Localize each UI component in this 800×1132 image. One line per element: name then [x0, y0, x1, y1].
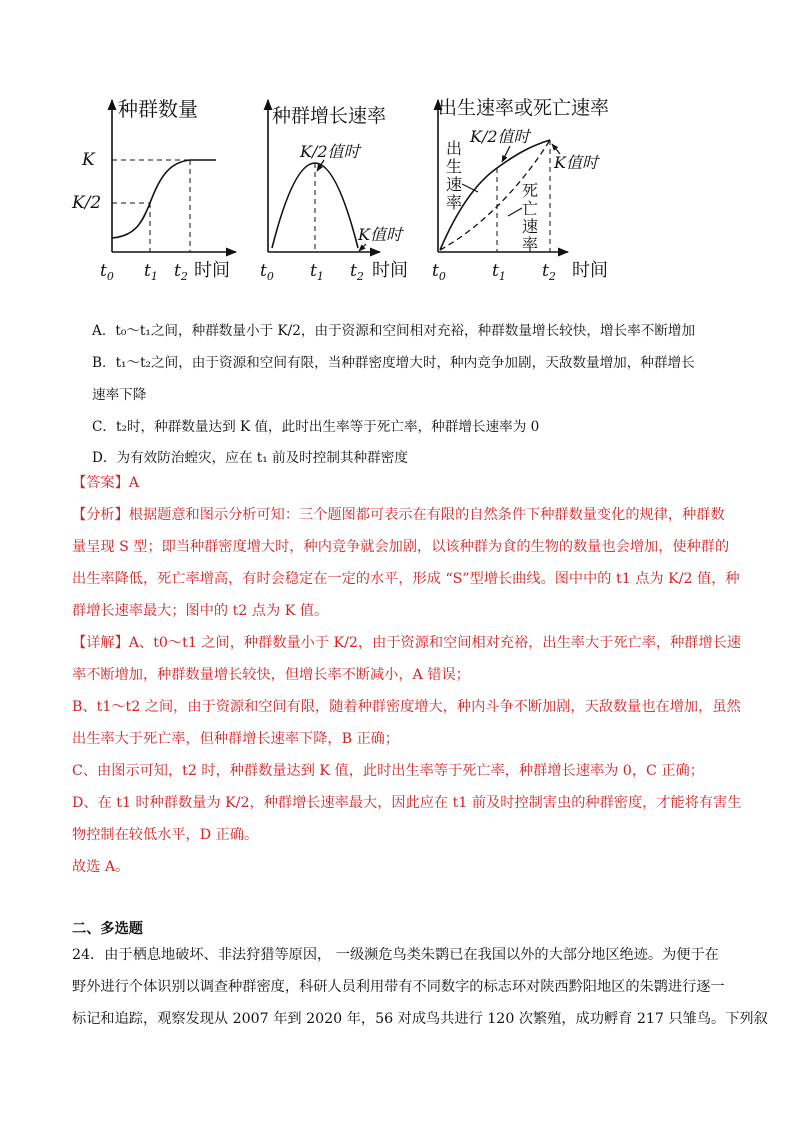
- answer-line: [72, 472, 732, 494]
- graph3-ylabel: 出生速率或死亡速率: [438, 97, 610, 119]
- graph3-k-label: K值时: [554, 153, 598, 172]
- birth-label-char: 速: [446, 175, 463, 194]
- question-24-line-3: 标记和追踪，观察发现从 2007 年到 2020 年，56 对成鸟共进行 120 次繁殖，成功孵育 217 只雏鸟。下列叙: [72, 1011, 768, 1027]
- graph2-ylabel: 种群增长速率: [272, 105, 387, 127]
- analysis-line-4: 群增长速率最大；图中的 t2 点为 K 值。: [72, 603, 329, 619]
- graph-growth-rate: [260, 100, 408, 283]
- birth-label-char: 出: [446, 139, 463, 158]
- detail-line-6: D、在 t1 时种群数量为 K/2，种群增长速率最大，因此应在 t1 前及时控制害虫的种群密度，才能将有害生: [72, 795, 742, 811]
- detail-line-2: 率不断增加，种群数量增长较快，但增长率不断减小，A 错误；: [72, 667, 470, 683]
- detail-line-7: 物控制在较低水平，D 正确。: [72, 827, 259, 843]
- birth-label-char: 生: [446, 157, 463, 176]
- option-d: D．为有效防治蝗灾，应在 t₁ 前及时控制其种群密度: [92, 450, 408, 466]
- graph1-k-label: K: [82, 150, 95, 170]
- graph2-xlabel: 时间: [372, 260, 408, 281]
- detail-text-1: A、t0～t1 之间，种群数量小于 K/2，由于资源和空间相对充裕，出生率大于死亡率，种群增长速: [128, 635, 742, 651]
- answer-tag: 【答案】: [72, 475, 129, 491]
- analysis-line-1: [72, 504, 732, 526]
- graph1-tick-t2: $t_2$: [174, 261, 188, 283]
- graph-population-size: [71, 97, 236, 283]
- detail-tag: 【详解】: [72, 635, 129, 651]
- answer-value: A: [128, 475, 140, 491]
- population-figure: [60, 88, 660, 288]
- graph3-tick-t0: $t_0$: [432, 261, 446, 283]
- analysis-line-2: 量呈现 S 型；即当种群密度增大时，种内竞争就会加剧，以该种群为食的生物的数量也会增加，使种群的: [72, 539, 730, 555]
- option-b-line2: 速率下降: [92, 387, 147, 403]
- graph2-k-label: K值时: [358, 225, 402, 244]
- detail-line-8: 故选 A。: [72, 859, 130, 875]
- section-heading: 二、多选题: [72, 921, 143, 937]
- question-24-line-1: 24．由于栖息地破坏、非法狩猎等原因， 一级濒危鸟类朱鹮已在我国以外的大部分地区绝迹。为便于在: [72, 947, 719, 963]
- graph3-tick-t1: $t_1$: [492, 261, 506, 283]
- analysis-tag: 【分析】: [72, 507, 129, 523]
- graph1-xlabel: 时间: [194, 260, 230, 281]
- graph3-death-pointer: [508, 208, 522, 216]
- detail-line-3: B、t1～t2 之间，由于资源和空间有限，随着种群密度增大，种内斗争不断加剧，天敌数量也在增加，虽然: [72, 699, 741, 715]
- graph3-tick-t2: $t_2$: [542, 261, 556, 283]
- birth-label-char: 率: [446, 193, 463, 212]
- graph1-s-curve: [112, 160, 216, 238]
- graph1-ylabel: 种群数量: [118, 97, 198, 121]
- graph1-tick-t0: $t_0$: [100, 261, 114, 283]
- graph3-death-label: [522, 181, 538, 254]
- death-label-char: 率: [522, 235, 539, 254]
- option-a: A．t₀～t₁之间，种群数量小于 K/2，由于资源和空间相对充裕，种群数量增长较快，增长率不断增加: [92, 323, 696, 339]
- graph3-birth-label: [446, 139, 462, 212]
- graph2-khalf-label: K/2值时: [300, 142, 360, 161]
- graph-birth-death-rate: [432, 97, 609, 283]
- option-b-line1: B．t₁～t₂之间，由于资源和空间有限，当种群密度增大时，种内竞争加剧，天敌数量增加，种群增长: [92, 355, 695, 371]
- question-24-line-2: 野外进行个体识别以调查种群密度，科研人员利用带有不同数字的标志环对陕西黔阳地区的朱鹮进行逐一: [72, 979, 725, 995]
- graph2-tick-t2: $t_2$: [350, 261, 364, 283]
- analysis-text-1: 根据题意和图示分析可知：三个题图都可表示在有限的自然条件下种群数量变化的规律，种群数: [128, 507, 725, 523]
- graph1-khalf-label: K/2: [72, 193, 102, 213]
- graph2-tick-t1: $t_1$: [310, 261, 324, 283]
- death-label-char: 速: [522, 217, 539, 236]
- graph2-tick-t0: $t_0$: [260, 261, 274, 283]
- graph2-k-pointer: [359, 244, 366, 251]
- detail-line-1: [72, 632, 742, 654]
- graph3-xlabel: 时间: [572, 260, 608, 281]
- graph3-khalf-label: K/2值时: [470, 127, 530, 146]
- option-c: C．t₂时，种群数量达到 K 值，此时出生率等于死亡率，种群增长速率为 0: [92, 419, 540, 435]
- analysis-line-3: 出生率降低，死亡率增高，有时会稳定在一定的水平，形成 “S”型增长曲线。图中中的 t1 点为 K/2 值，种: [72, 571, 740, 587]
- graph1-tick-t1: $t_1$: [144, 261, 158, 283]
- death-label-char: 亡: [522, 199, 539, 218]
- detail-line-4: 出生率大于死亡率，但种群增长速率下降，B 正确；: [72, 731, 400, 747]
- death-label-char: 死: [522, 181, 539, 200]
- detail-line-5: C、由图示可知，t2 时，种群数量达到 K 值，此时出生率等于死亡率，种群增长速率为 0，C 正确；: [72, 763, 704, 779]
